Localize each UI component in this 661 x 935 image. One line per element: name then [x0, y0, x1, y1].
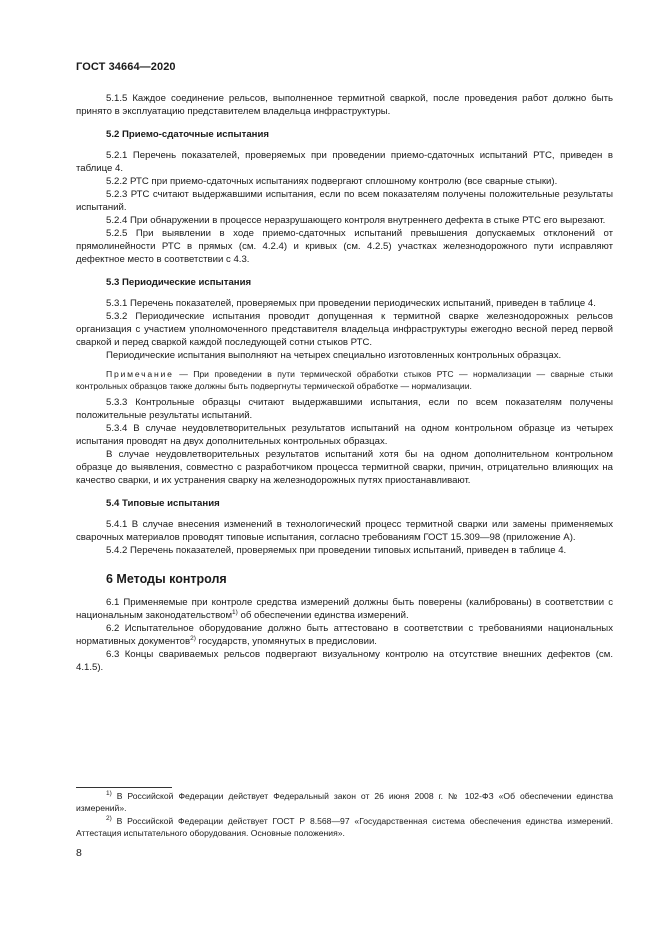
- paragraph-5-3-4: 5.3.4 В случае неудовлетворительных результатов испытаний на одном контрольном образце из четырех испытания проводят на двух дополнительных контрольных образцах.: [76, 423, 613, 447]
- main-content: [76, 92, 613, 674]
- page-number: 8: [76, 847, 82, 859]
- heading-5-3: 5.3 Периодические испытания: [106, 277, 252, 288]
- heading-5-4: 5.4 Типовые испытания: [106, 498, 220, 509]
- paragraph-5-3-2-cont: Периодические испытания выполняют на четырех специально изготовленных контрольных образцах.: [106, 350, 562, 361]
- heading-5-2: 5.2 Приемо-сдаточные испытания: [106, 129, 269, 140]
- paragraph-5-4-2: 5.4.2 Перечень показателей, проверяемых при проведении типовых испытаний, приведен в таблице 4.: [106, 545, 567, 556]
- paragraph-6-2: [76, 622, 613, 648]
- footnote-2-mark: 2): [106, 815, 112, 823]
- paragraph-6-1: [76, 596, 613, 622]
- footnotes: [76, 787, 613, 840]
- paragraph-5-2-5: 5.2.5 При выявлении в ходе приемо-сдаточных испытаний превышения допускаемых отклонений от прямолинейности РТС в прямых (см. 4.2.4) и кривых (см. 4.2.5) участках железнодорожного пути исправляют дефектное место в соответствии с 4.3.: [76, 228, 613, 265]
- paragraph-6-1-text: 6.1 Применяемые при контроле средства измерений должны быть поверены (калиброваны) в соответствии с национальным законодательством: [76, 597, 613, 621]
- note-text: — При проведении в пути термической обработки стыков РТС — нормализации — сварные стыки контрольных образцов также должны быть подвергнуты термической обработке — нормализации.: [76, 369, 613, 391]
- footnote-2-text: В Российской Федерации действует ГОСТ Р 8.568—97 «Государственная система обеспечения единства измерений. Аттестация испытательного оборудования. Основные положения».: [76, 816, 613, 838]
- footnote-divider: [76, 787, 172, 788]
- paragraph-5-3-4-cont: В случае неудовлетворительных результатов испытаний хотя бы на одном дополнительном контрольном образце до выявления, совместно с разработчиком процесса термитной сварки, причин, отрицательно влияющих на качество сварки, и их устранения сварку на железнодорожных путях приостанавливают.: [76, 449, 613, 486]
- footnote-1: [76, 790, 613, 814]
- standard-header: ГОСТ 34664—2020: [76, 61, 176, 73]
- paragraph-5-2-1: 5.2.1 Перечень показателей, проверяемых при проведении приемо-сдаточных испытаний РТС, приведен в таблице 4.: [76, 150, 613, 174]
- paragraph-5-2-2: 5.2.2 РТС при приемо-сдаточных испытаниях подвергают сплошному контролю (все сварные стыки).: [106, 176, 558, 187]
- note-label: Примечание: [106, 369, 174, 379]
- paragraph-5-3-2: 5.3.2 Периодические испытания проводит допущенная к термитной сварке железнодорожных рельсов организация с участием уполномоченного представителя владельца инфраструктуры ежегодно весной перед первой сваркой и перед сваркой каждой последующей сотни стыков РТС.: [76, 311, 613, 348]
- heading-section-6: 6 Методы контроля: [106, 572, 227, 586]
- paragraph-5-4-1: 5.4.1 В случае внесения изменений в технологический процесс термитной сварки или замены применяемых сварочных материалов проводят типовые испытания, согласно требованиям ГОСТ 15.309—98 (приложение А).: [76, 519, 613, 543]
- paragraph-5-2-3: 5.2.3 РТС считают выдержавшими испытания, если по всем показателям получены положительные результаты испытаний.: [76, 189, 613, 213]
- paragraph-5-1-5: 5.1.5 Каждое соединение рельсов, выполненное термитной сваркой, после проведения работ должно быть принято в эксплуатацию представителем владельца инфраструктуры.: [76, 93, 613, 117]
- paragraph-5-2-4: 5.2.4 При обнаружении в процессе неразрушающего контроля внутреннего дефекта в стыке РТС его вырезают.: [106, 215, 606, 226]
- note: [76, 368, 613, 392]
- footnote-ref-2: 2): [190, 634, 196, 642]
- footnote-1-text: В Российской Федерации действует Федеральный закон от 26 июня 2008 г. № 102-ФЗ «Об обеспечении единства измерений».: [76, 791, 613, 813]
- paragraph-6-2-text: 6.2 Испытательное оборудование должно быть аттестовано в соответствии с требованиями национальных нормативных документов: [76, 623, 613, 647]
- footnote-1-mark: 1): [106, 790, 112, 798]
- footnote-ref-1: 1): [232, 608, 238, 616]
- paragraph-6-1-text-end: об обеспечении единства измерений.: [237, 610, 409, 621]
- paragraph-6-2-text-end: государств, упомянутых в предисловии.: [195, 636, 377, 647]
- paragraph-6-3: 6.3 Концы свариваемых рельсов подвергают визуальному контролю на отсутствие внешних дефектов (см. 4.1.5).: [76, 649, 613, 673]
- footnote-2: [76, 815, 613, 839]
- paragraph-5-3-3: 5.3.3 Контрольные образцы считают выдержавшими испытания, если по всем показателям получены положительные результаты испытаний.: [76, 397, 613, 421]
- paragraph-5-3-1: 5.3.1 Перечень показателей, проверяемых при проведении периодических испытаний, приведен в таблице 4.: [106, 298, 596, 309]
